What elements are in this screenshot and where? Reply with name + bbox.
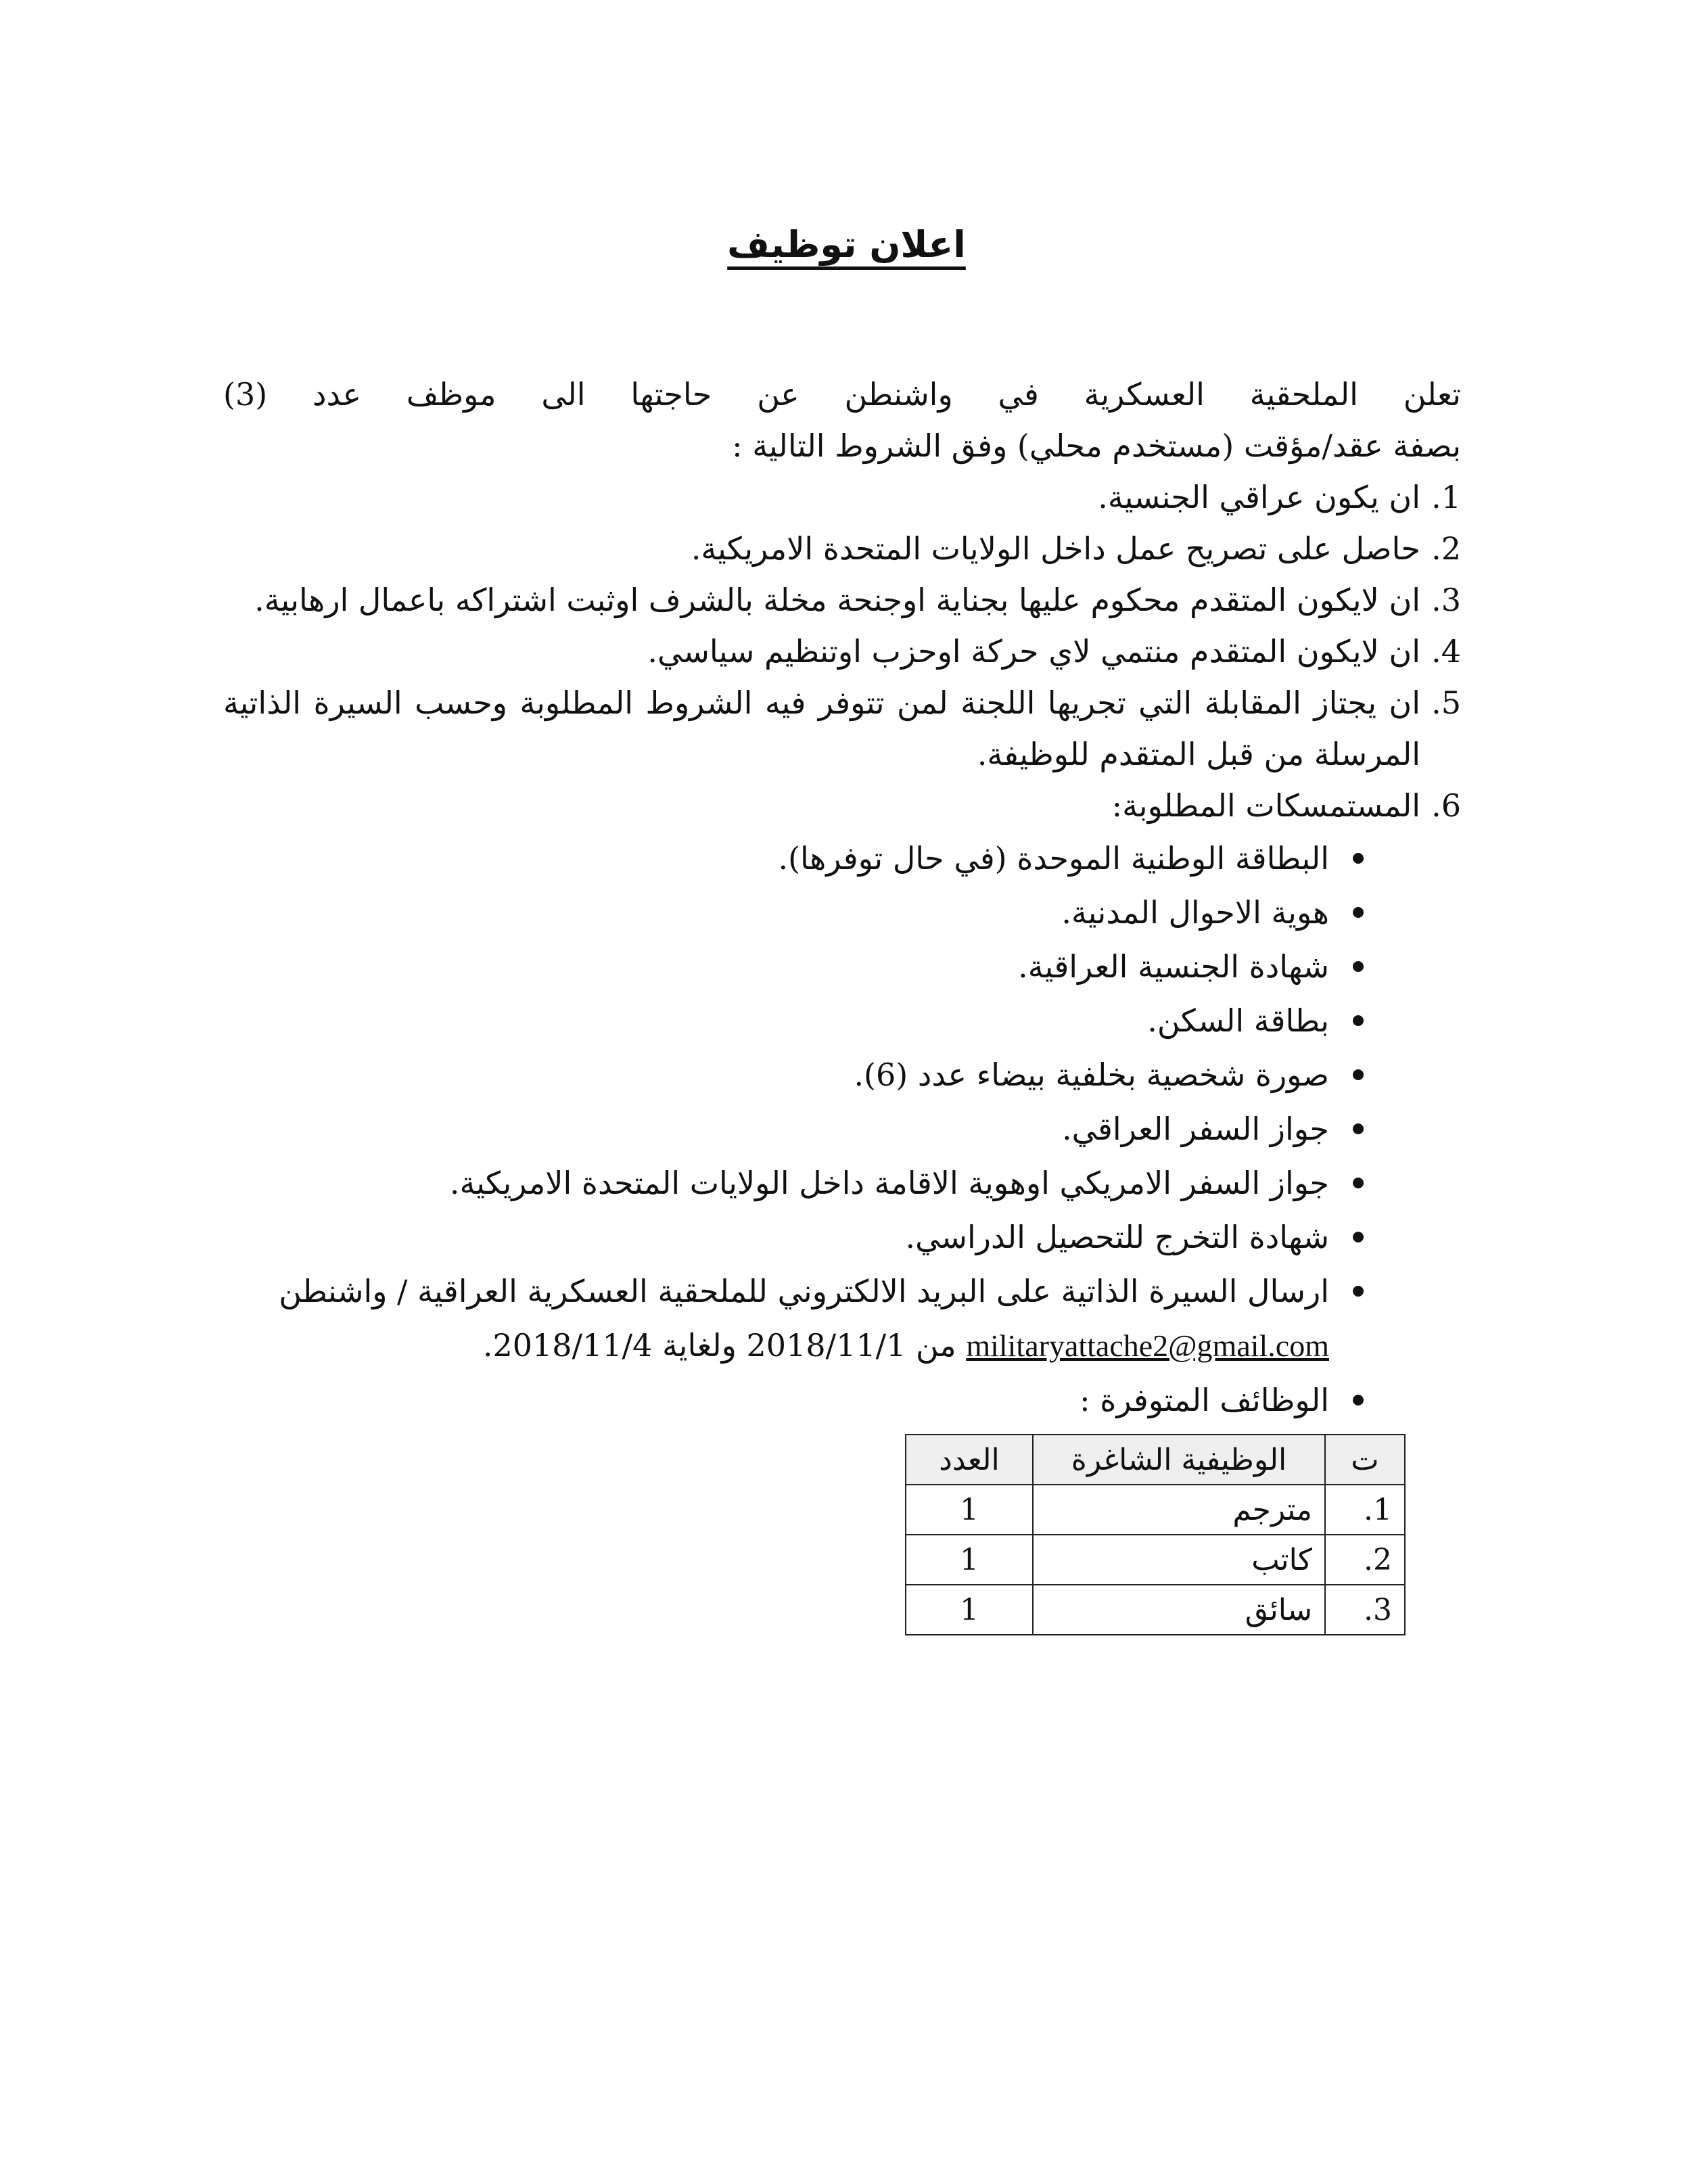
jobs-heading: الوظائف المتوفرة : (223, 1373, 1366, 1427)
conditions-list (223, 471, 1461, 831)
document-item: بطاقة السكن. (223, 994, 1366, 1048)
condition-item (223, 780, 1461, 831)
jobs-table-header-row (906, 1435, 1405, 1485)
document-item: هوية الاحوال المدنية. (223, 885, 1366, 939)
condition-text: ان لايكون المتقدم منتمي لاي حركة اوحزب اوتنظيم سياسي. (647, 633, 1420, 670)
table-row (906, 1585, 1405, 1635)
row-index: 3. (1325, 1585, 1405, 1635)
jobs-table (905, 1434, 1406, 1635)
document-item: جواز السفر الامريكي اوهوية الاقامة داخل الولايات المتحدة الامريكية. (223, 1156, 1366, 1210)
header-index: ت (1325, 1435, 1405, 1485)
row-count: 1 (906, 1585, 1033, 1635)
row-job: مترجم (1033, 1485, 1325, 1535)
condition-item (223, 523, 1461, 574)
email-instruction-text: ارسال السيرة الذاتية على البريد الالكتروني للملحقية العسكرية العراقية / واشنطن (279, 1273, 1329, 1309)
condition-text: ان يجتاز المقابلة التي تجريها اللجنة لمن تتوفر فيه الشروط المطلوبة وحسب السيرة الذاتية المرسلة من قبل المتقدم للوظيفة. (223, 684, 1420, 772)
email-instruction-item (223, 1264, 1366, 1373)
document-item: البطاقة الوطنية الموحدة (في حال توفرها). (223, 831, 1366, 885)
intro-line-1: تعلن الملحقية العسكرية في واشنطن عن حاجتها الى موظف عدد (3) (223, 376, 1461, 413)
intro-paragraph (223, 369, 1461, 471)
document-item: جواز السفر العراقي. (223, 1102, 1366, 1156)
document-title: اعلان توظيف (727, 223, 966, 266)
condition-number: 5. (1431, 684, 1461, 721)
document-item: شهادة التخرج للتحصيل الدراسي. (223, 1210, 1366, 1264)
condition-text: حاصل على تصريح عمل داخل الولايات المتحدة الامريكية. (691, 530, 1420, 567)
condition-number: 4. (1431, 633, 1461, 670)
condition-number: 1. (1431, 479, 1461, 515)
row-index: 1. (1325, 1485, 1405, 1535)
row-job: كاتب (1033, 1535, 1325, 1585)
row-job: سائق (1033, 1585, 1325, 1635)
condition-number: 3. (1431, 582, 1461, 618)
document-item: شهادة الجنسية العراقية. (223, 939, 1366, 994)
table-row (906, 1485, 1405, 1535)
document-body (223, 369, 1461, 1427)
header-count: العدد (906, 1435, 1033, 1485)
row-count: 1 (906, 1535, 1033, 1585)
condition-item (223, 471, 1461, 523)
condition-text: المستمسكات المطلوبة: (1111, 787, 1420, 824)
row-count: 1 (906, 1485, 1033, 1535)
condition-number: 2. (1431, 530, 1461, 567)
intro-line-2: بصفة عقد/مؤقت (مستخدم محلي) وفق الشروط التالية : (732, 427, 1461, 464)
documents-list (223, 831, 1461, 1427)
condition-text: ان يكون عراقي الجنسية. (1098, 479, 1420, 515)
document-item: صورة شخصية بخلفية بيضاء عدد (6). (223, 1048, 1366, 1102)
condition-number: 6. (1431, 787, 1461, 824)
condition-text: ان لايكون المتقدم محكوم عليها بجناية اوجنحة مخلة بالشرف اوثبت اشتراكه باعمال ارهابية. (254, 582, 1420, 618)
email-date-range: من 2018/11/1 ولغاية 2018/11/4. (482, 1327, 956, 1364)
header-job: الوظيفية الشاغرة (1033, 1435, 1325, 1485)
table-row (906, 1535, 1405, 1585)
condition-item (223, 574, 1461, 626)
condition-item (223, 677, 1461, 780)
email-link[interactable]: militaryattache2@gmail.com (966, 1328, 1329, 1363)
row-index: 2. (1325, 1535, 1405, 1585)
condition-item (223, 626, 1461, 677)
